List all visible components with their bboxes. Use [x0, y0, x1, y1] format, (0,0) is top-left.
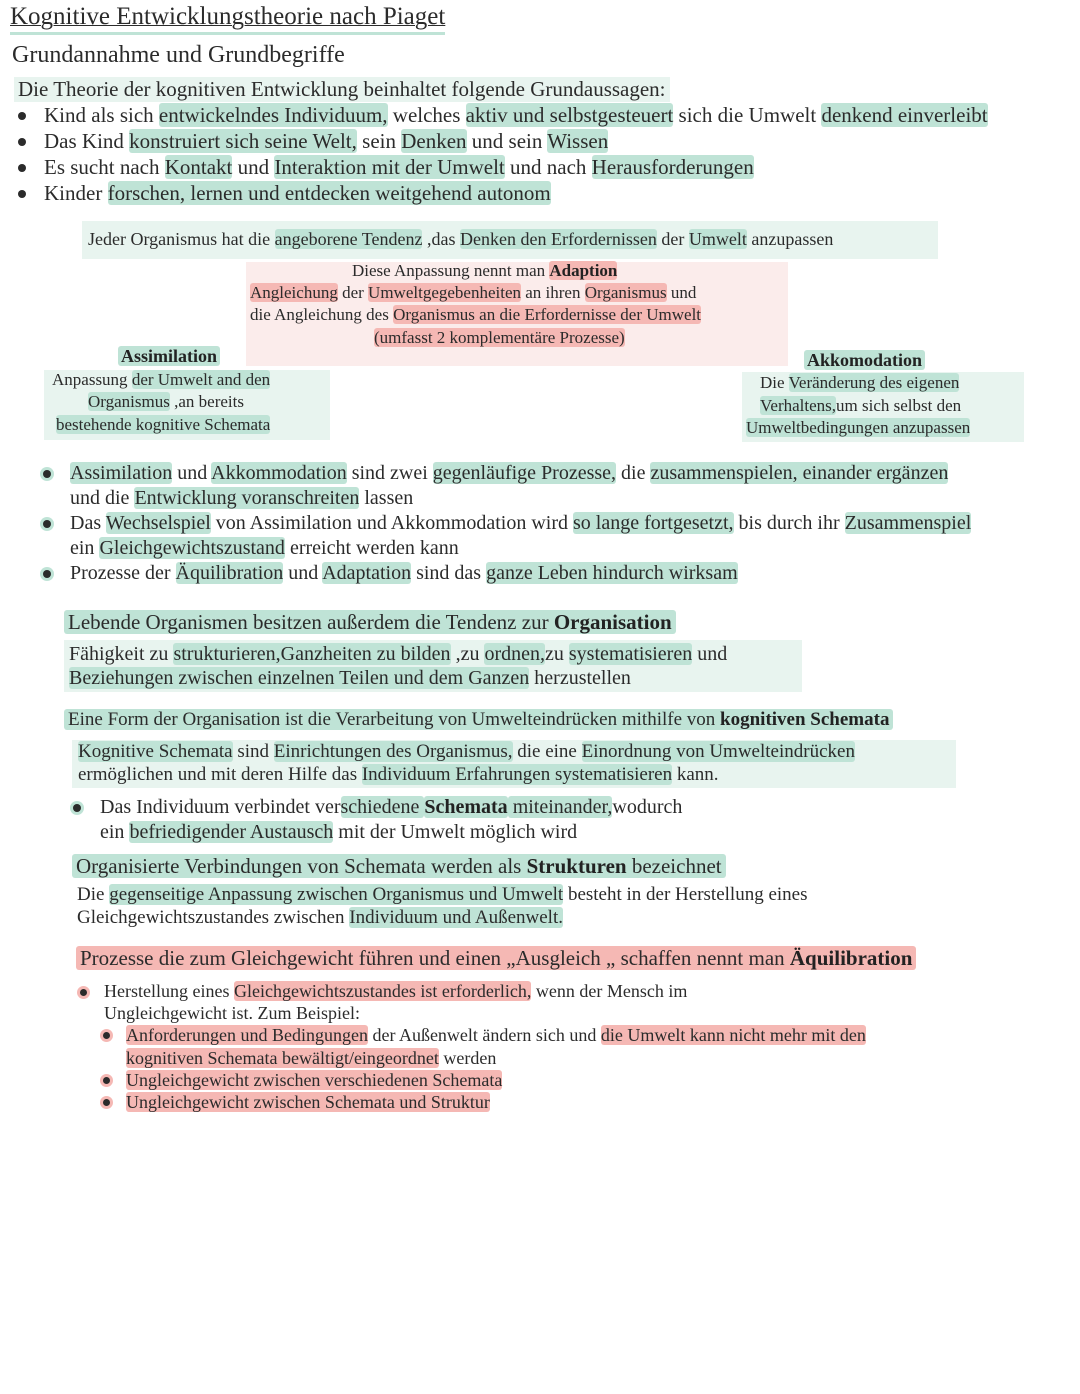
bullet-icon — [18, 138, 26, 146]
list-item: Es sucht nach Kontakt und Interaktion mit der Umwelt und nach Herausforderungen — [44, 155, 754, 179]
schemata-line-2: ermöglichen und mit deren Hilfe das Individuum Erfahrungen systematisieren kann. — [78, 764, 719, 785]
list-item: Assimilation und Akkommodation sind zwei gegenläufige Prozesse, die zusammenspielen, einander ergänzen — [70, 462, 949, 484]
assimilation-line-2: Organismus ,an bereits — [88, 392, 244, 411]
schemata-bullet-1-cont: ein befriedigender Austausch mit der Umwelt möglich wird — [100, 821, 578, 843]
aequi-sub-3: Ungleichgewicht zwischen Schemata und Struktur — [126, 1092, 490, 1112]
page-title: Kognitive Entwicklungstheorie nach Piaget — [10, 2, 445, 35]
akkomodation-heading: Akkomodation — [804, 350, 925, 371]
schemata-line-1: Kognitive Schemata sind Einrichtungen des Organismus, die eine Einordnung von Umwelteindrücken — [78, 741, 855, 762]
adaption-line-4: (umfasst 2 komplementäre Prozesse) — [374, 328, 625, 347]
assimilation-line-1: Anpassung der Umwelt and den — [52, 370, 271, 389]
strukturen-line-1: Die gegenseitige Anpassung zwischen Organismus und Umwelt besteht in der Herstellung eines — [77, 884, 808, 905]
akkomodation-line-3: Umweltbedingungen anzupassen — [746, 418, 971, 437]
strukturen-heading: Organisierte Verbindungen von Schemata werden als Strukturen bezeichnet — [72, 854, 726, 879]
bullet-icon — [43, 470, 51, 478]
list-item: Kind als sich entwickelndes Individuum, welches aktiv und selbstgesteuert sich die Umwelt denkend einverleibt — [44, 103, 988, 127]
strukturen-line-2: Gleichgewichtszustandes zwischen Individuum und Außenwelt. — [77, 907, 563, 928]
akkomodation-line-2: Verhaltens,um sich selbst den — [760, 396, 962, 415]
aequi-sub-2: Ungleichgewicht zwischen verschiedenen Schemata — [126, 1070, 503, 1090]
tendenz-text: Jeder Organismus hat die angeborene Tendenz ,das Denken den Erfordernissen der Umwelt anzupassen — [88, 229, 834, 249]
list-item: Das Kind konstruiert sich seine Welt, sein Denken und sein Wissen — [44, 129, 609, 153]
bullet-icon — [103, 1032, 110, 1039]
bullet-icon — [18, 112, 26, 120]
aequi-sub-1: Anforderungen und Bedingungen der Außenwelt ändern sich und die Umwelt kann nicht mehr mit den — [126, 1025, 866, 1045]
bullet-icon — [103, 1077, 110, 1084]
list-item: Prozesse der Äquilibration und Adaptation sind das ganze Leben hindurch wirksam — [70, 562, 738, 584]
organisation-line-2: Beziehungen zwischen einzelnen Teilen und dem Ganzen herzustellen — [69, 667, 631, 689]
adaption-line-2: Angleichung der Umweltgegebenheiten an ihren Organismus und — [250, 283, 697, 302]
schemata-heading: Eine Form der Organisation ist die Verarbeitung von Umwelteindrücken mithilfe von kognitiven Schemata — [64, 709, 893, 731]
bullet-icon — [80, 989, 87, 996]
organisation-heading: Lebende Organismen besitzen außerdem die Tendenz zur Organisation — [64, 610, 676, 635]
list-item-cont: ein Gleichgewichtszustand erreicht werden kann — [70, 537, 459, 559]
aequi-bullet-1-cont: Ungleichgewicht ist. Zum Beispiel: — [104, 1003, 360, 1023]
adaption-line-1: Diese Anpassung nennt man Adaption — [352, 261, 618, 280]
list-item: Das Wechselspiel von Assimilation und Akkommodation wird so lange fortgesetzt, bis durch ihr Zusammenspiel — [70, 512, 972, 534]
aequi-sub-1-cont: kognitiven Schemata bewältigt/eingeordnet werden — [126, 1048, 497, 1068]
assimilation-line-3: bestehende kognitive Schemata — [56, 415, 271, 434]
aequi-bullet-1: Herstellung eines Gleichgewichtszustandes ist erforderlich, wenn der Mensch im — [104, 981, 688, 1001]
intro-text: Die Theorie der kognitiven Entwicklung beinhaltet folgende Grundaussagen: — [14, 77, 670, 102]
bullet-icon — [73, 804, 81, 812]
organisation-line-1: Fähigkeit zu strukturieren,Ganzheiten zu bilden ,zu ordnen,zu systematisieren und — [69, 643, 728, 665]
aequi-heading: Prozesse die zum Gleichgewicht führen und einen „Ausgleich „ schaffen nennt man Äquilibration — [76, 946, 916, 971]
adaption-line-3: die Angleichung des Organismus an die Erfordernisse der Umwelt — [250, 305, 702, 324]
bullet-icon — [18, 164, 26, 172]
list-item: Kinder forschen, lernen und entdecken weitgehend autonom — [44, 181, 551, 205]
list-item-cont: und die Entwicklung voranschreiten lassen — [70, 487, 414, 509]
assimilation-heading: Assimilation — [118, 346, 220, 367]
bullet-icon — [103, 1099, 110, 1106]
bullet-icon — [43, 570, 51, 578]
schemata-bullet-1: Das Individuum verbindet verschiedene Schemata miteinander,wodurch — [100, 796, 683, 818]
subtitle: Grundannahme und Grundbegriffe — [12, 42, 345, 68]
bullet-icon — [18, 190, 26, 198]
bullet-icon — [43, 520, 51, 528]
akkomodation-line-1: Die Veränderung des eigenen — [760, 373, 960, 392]
